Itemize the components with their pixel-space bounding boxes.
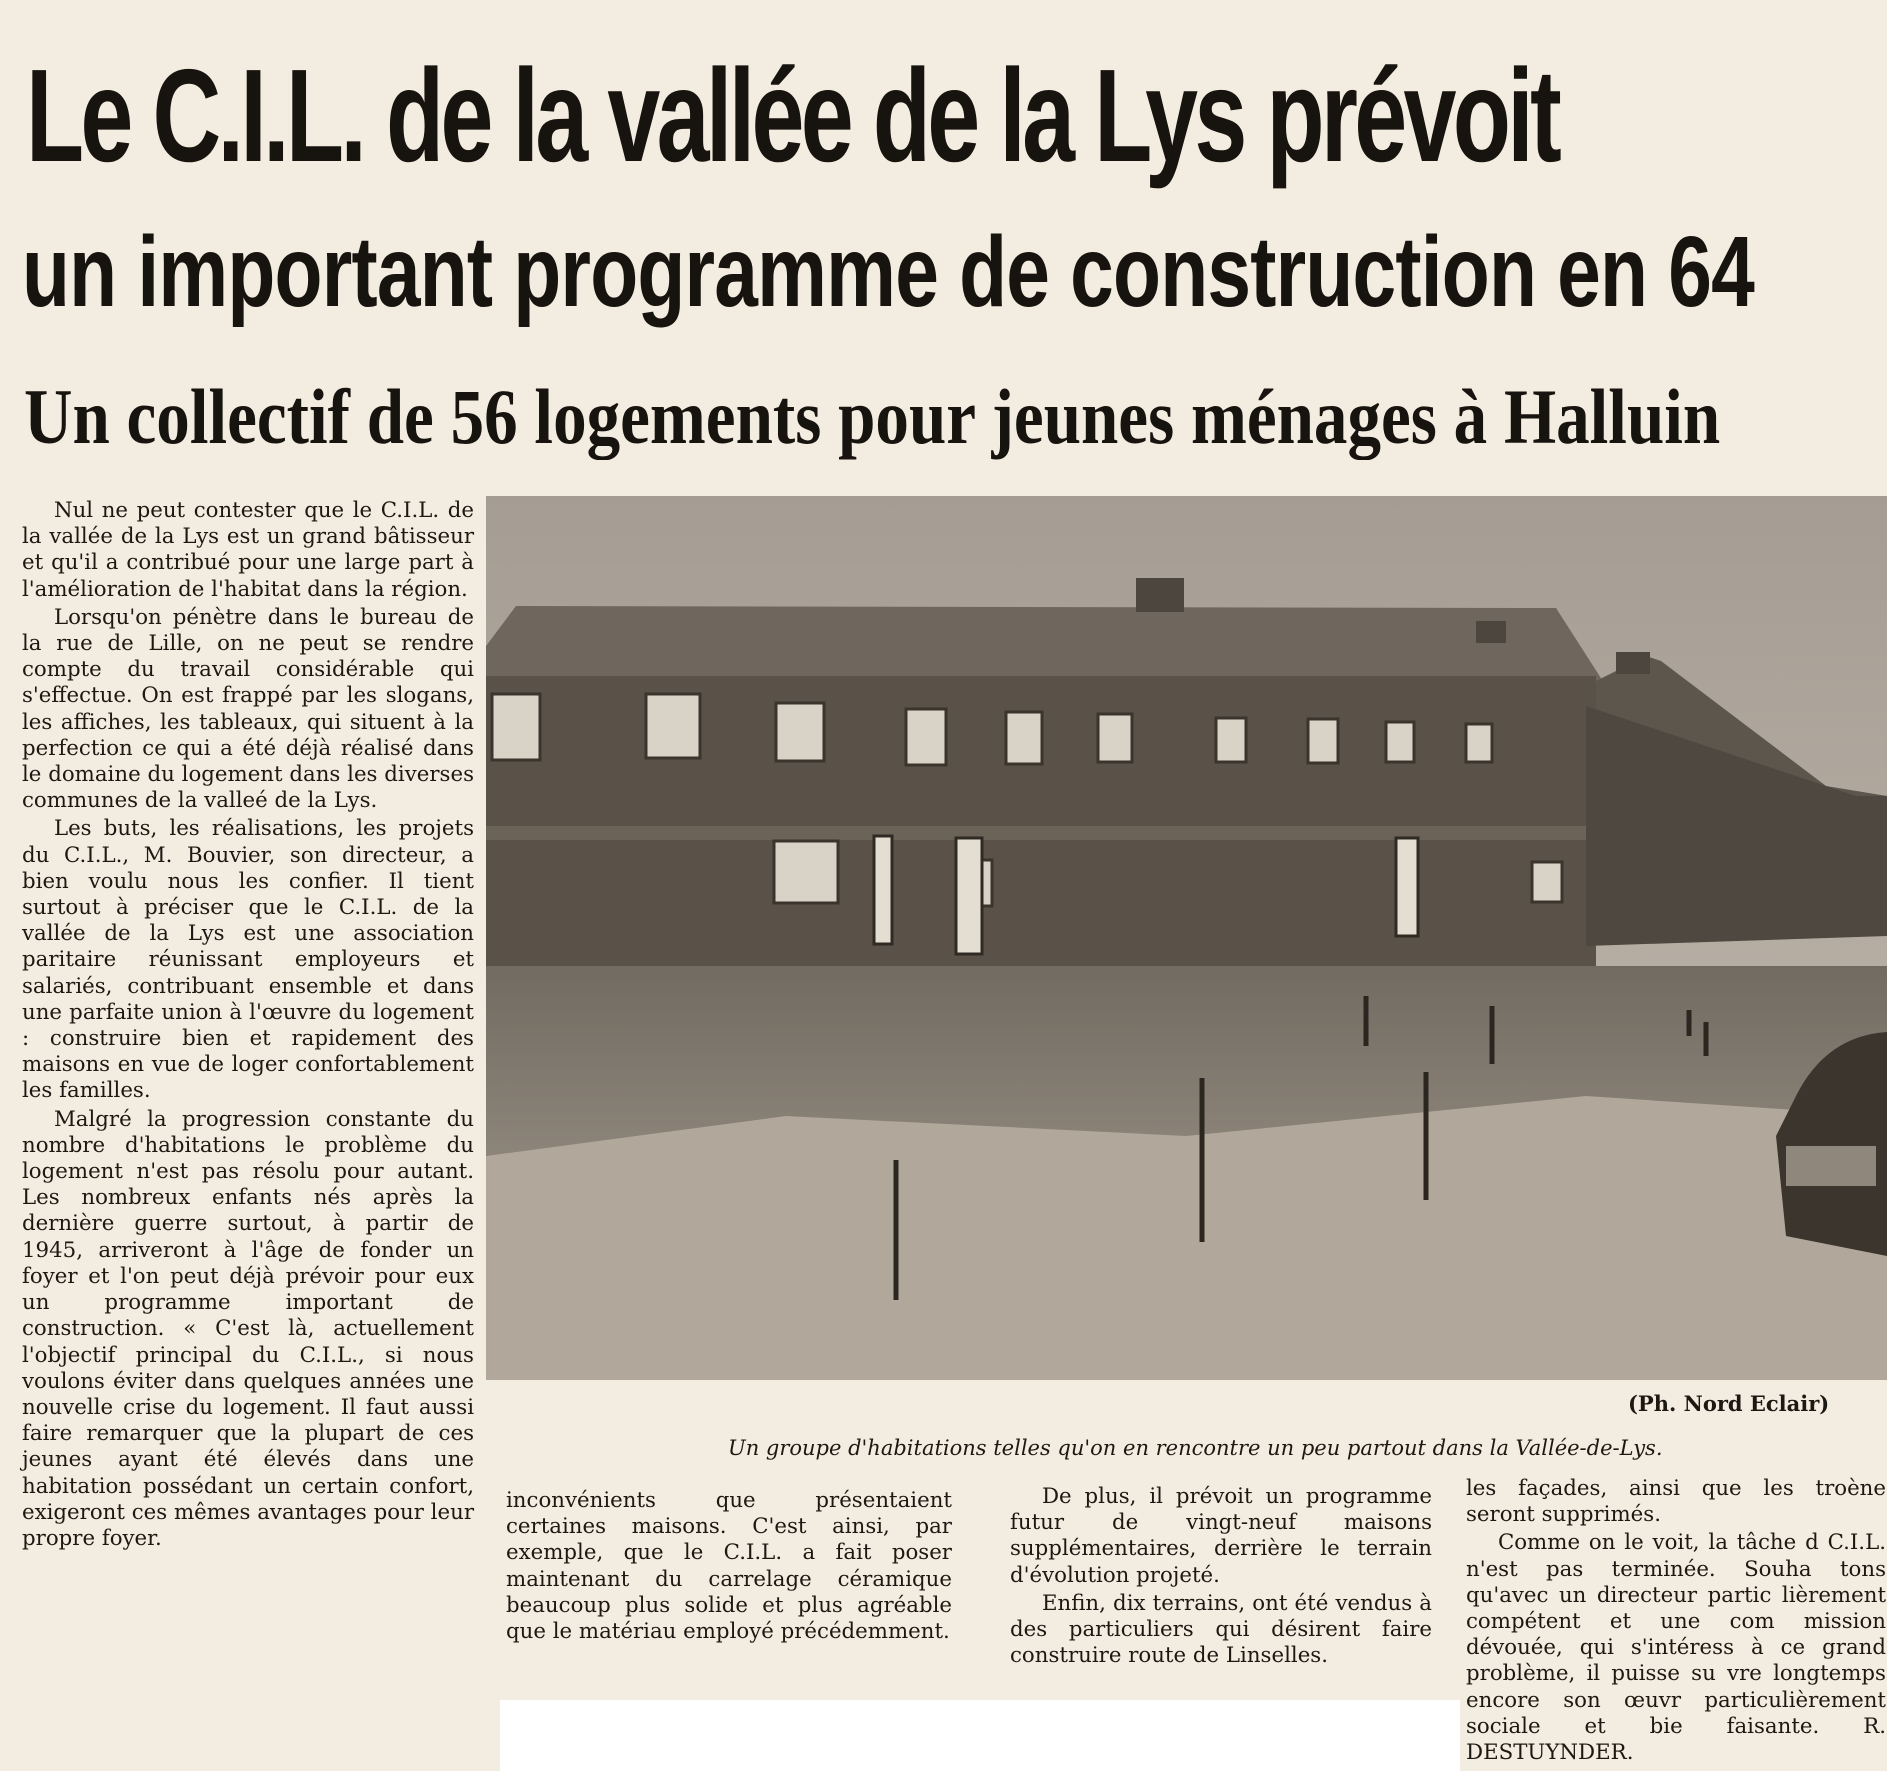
article-column-3	[1010, 1484, 1432, 1669]
paragraph: Malgré la progression constante du nombre d'habitations le problème du logement n'est pas résolu pour autant. Les nombreux enfants nés après la dernière guerre surtout, à partir de 1945, arriveront à l'âge de fonder un foyer et l'on peut déjà prévoir pour eux un programme important de construction. « C'est là, actuellement l'objectif principal du C.I.L., si nous voulons éviter dans quelques années une nouvelle crise du logement. Il faut aussi faire remarquer que la plupart de ces jeunes ayant été élevés dans une habitation possédant un certain confort, exigeront ces mêmes avantages pour leur propre foyer.	[22, 1106, 474, 1551]
headline-line-2: un important programme de construction en 64	[22, 216, 1754, 328]
photo-caption: Un groupe d'habitations telles qu'on en rencontre un peu partout dans la Vallée-de-Lys.	[728, 1436, 1663, 1460]
subheadline: Un collectif de 56 logements pour jeunes ménages à Halluin	[24, 373, 1721, 460]
torn-edge	[500, 1700, 1460, 1771]
article-column-4	[1466, 1476, 1886, 1766]
article-column-2	[506, 1488, 952, 1645]
paragraph: Les buts, les réalisations, les projets du C.I.L., M. Bouvier, son directeur, a bien voulu nous les confier. Il tient surtout à préciser que le C.I.L. de la vallée de la Lys est une association paritaire réunissant employeurs et salariés, contribuant ensemble et dans une parfaite union à l'œuvre du logement : construire bien et rapidement des maisons en vue de loger confortablement les familles.	[22, 816, 474, 1104]
article-column-1	[22, 498, 474, 1552]
paragraph: Comme on le voit, la tâche d C.I.L. n'est pas terminée. Souha tons qu'avec un directeur partic lièrement compétent et une com mission dévouée, qui s'intéress à ce grand problème, il puisse su vre longtemps encore son œuvr particulièrement sociale et bie faisante. R. DESTUYNDER.	[1466, 1530, 1886, 1766]
paragraph: Enfin, dix terrains, ont été vendus à des particuliers qui désirent faire construire route de Linselles.	[1010, 1590, 1432, 1669]
paragraph: les façades, ainsi que les troène seront supprimés.	[1466, 1476, 1886, 1528]
paragraph: Lorsqu'on pénètre dans le bureau de la rue de Lille, on ne peut se rendre compte du travail considérable qui s'effectue. On est frappé par les slogans, les affiches, les tableaux, qui situent à la perfection ce qui a été déjà réalisé dans le domaine du logement dans les diverses communes de la valleé de la Lys.	[22, 604, 474, 814]
headline-line-1: Le C.I.L. de la vallée de la Lys prévoit	[26, 42, 1559, 189]
paragraph: inconvénients que présentaient certaines maisons. C'est ainsi, par exemple, que le C.I.L. a fait poser maintenant du carrelage céramique beaucoup plus solide et plus agréable que le matériau employé précédemment.	[506, 1488, 952, 1645]
photo-credit: (Ph. Nord Eclair)	[1628, 1391, 1830, 1416]
paragraph: Nul ne peut contester que le C.I.L. de la vallée de la Lys est un grand bâtisseur et qu'il a contribué pour une large part à l'amélioration de l'habitat dans la région.	[22, 498, 474, 602]
paragraph: De plus, il prévoit un programme futur de vingt-neuf maisons supplémentaires, derrière le terrain d'évolution projeté.	[1010, 1484, 1432, 1588]
housing-photo	[486, 496, 1887, 1380]
